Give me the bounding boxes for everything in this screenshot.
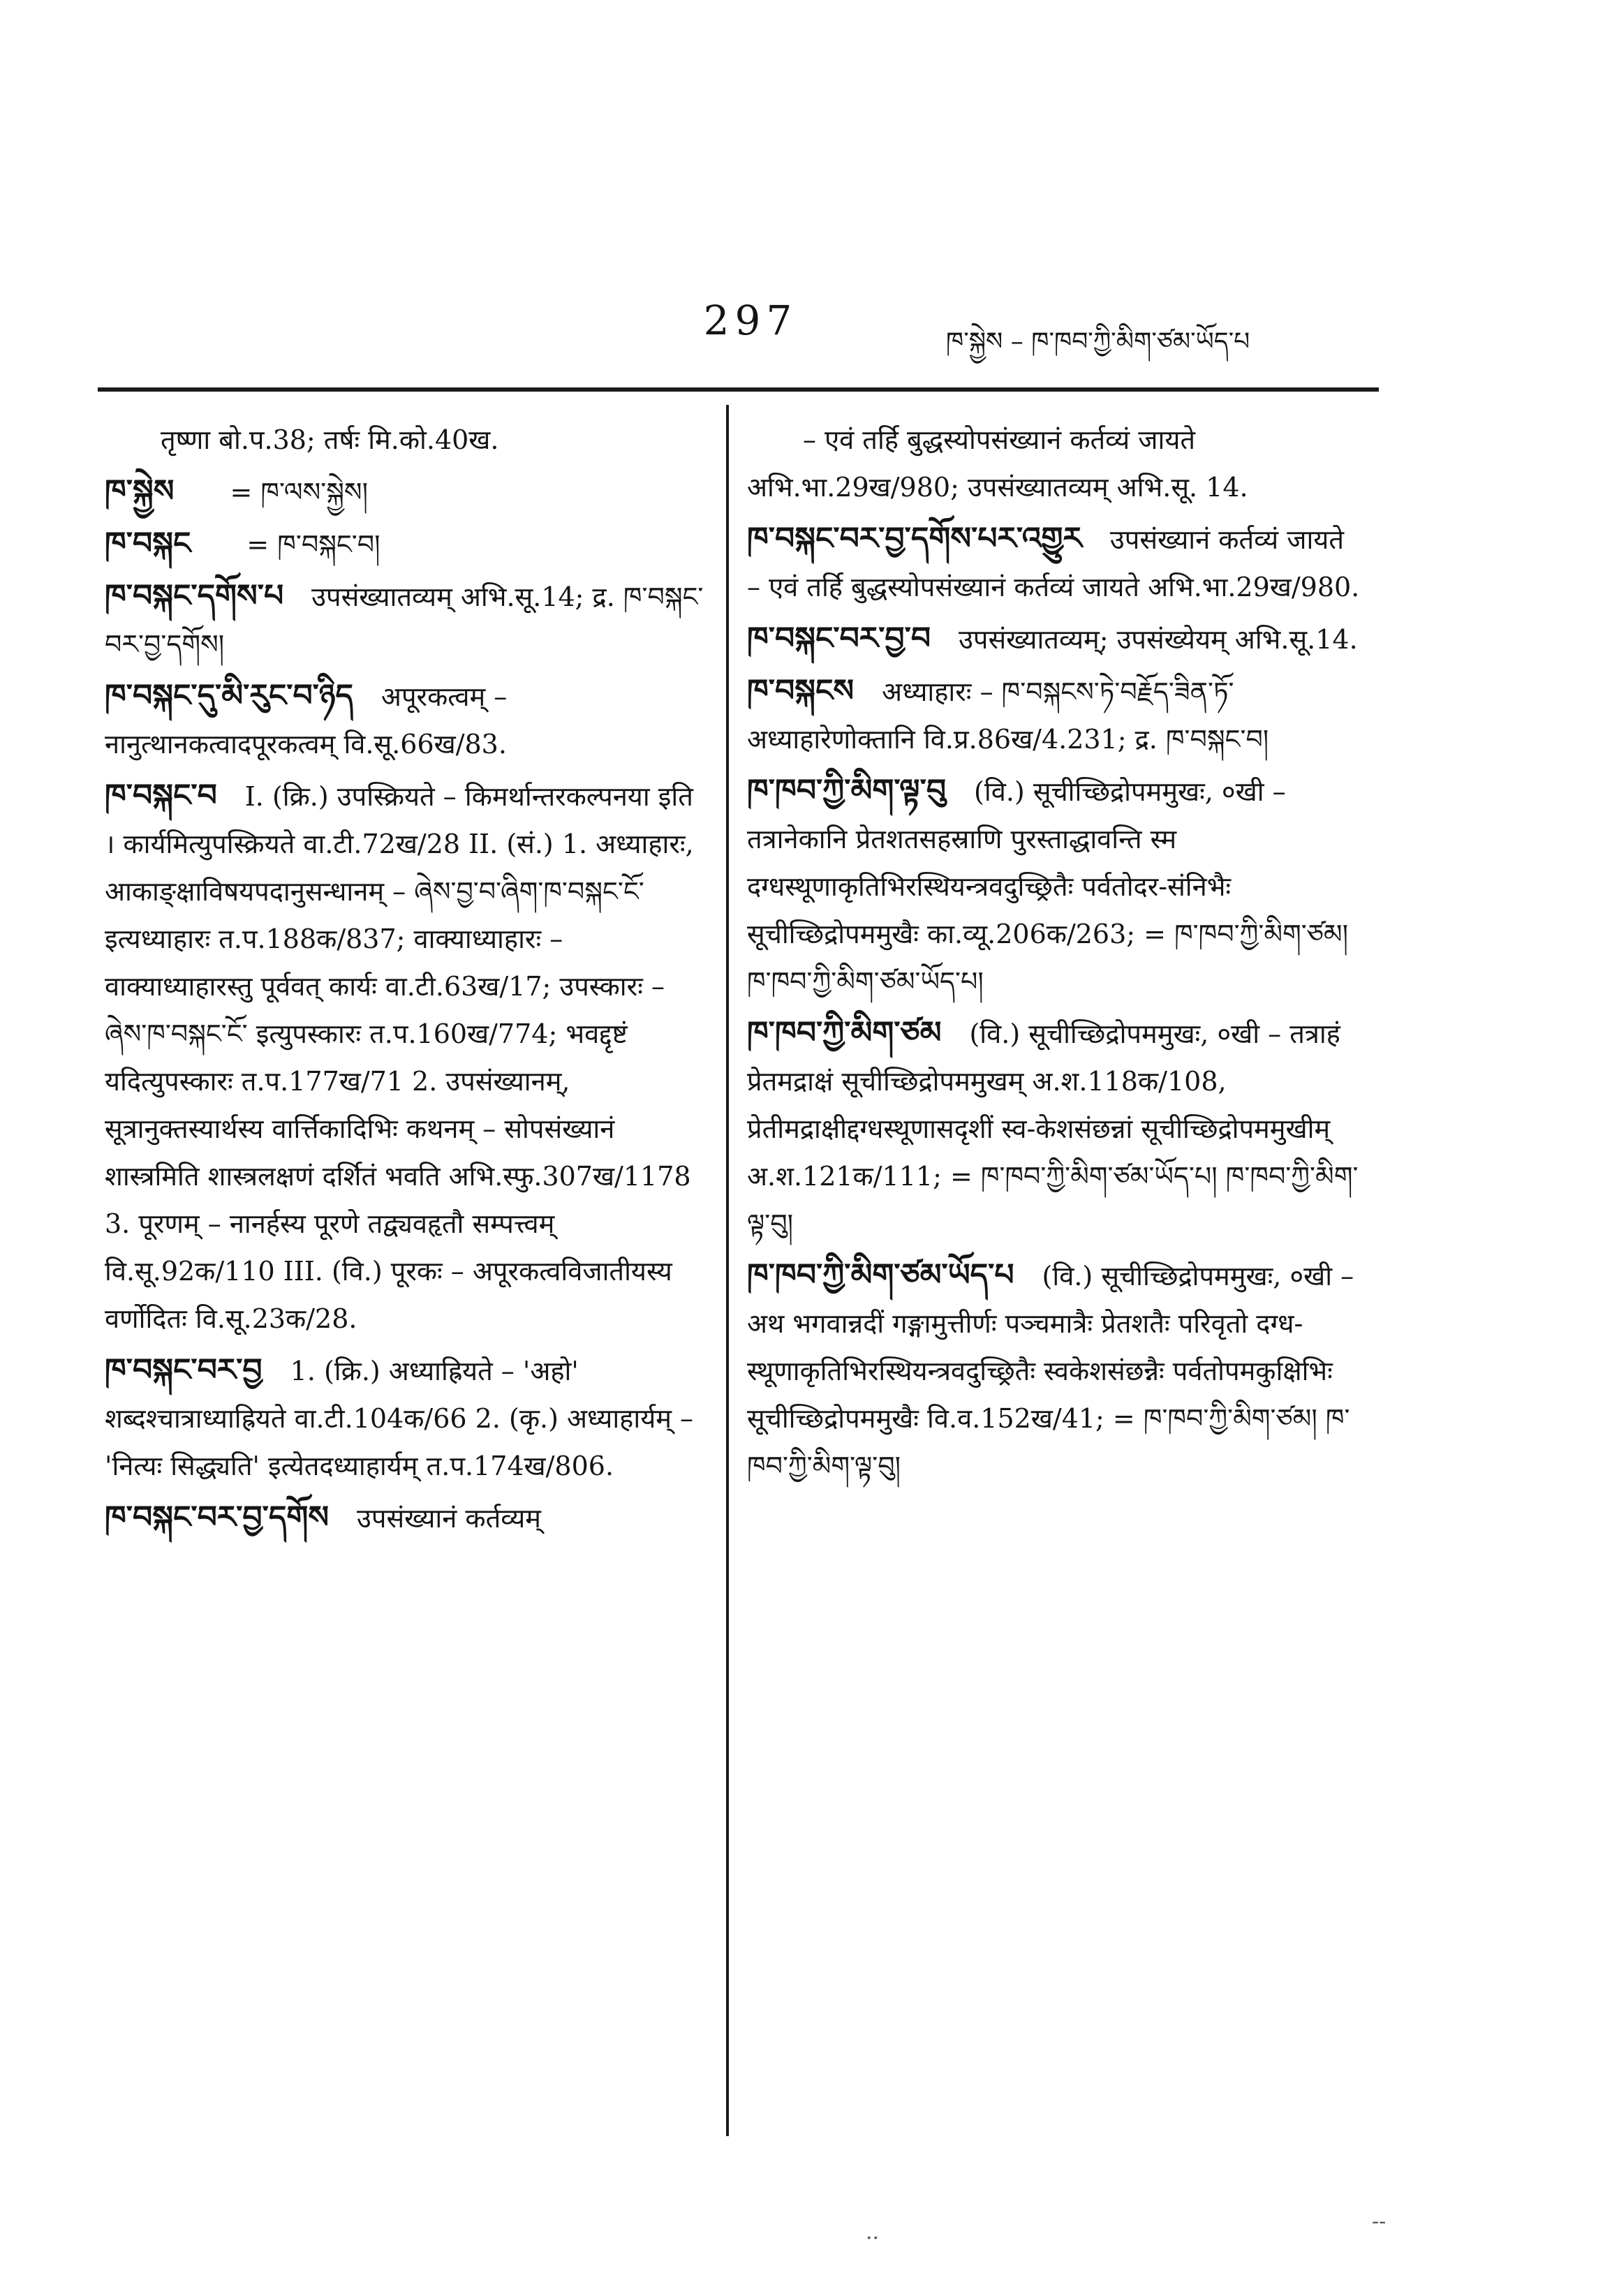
headword: ཁ་བསྐང་བར་བྱ་བ	[747, 621, 931, 656]
dictionary-entry	[105, 468, 705, 516]
headword: ཁ་ཁབ་ཀྱི་མིག་ལྟ་བུ	[747, 773, 947, 808]
entry-text: (वि.) सूचीच्छिद्रोपममुखः, ०खी – अथ भगवान्नदीं गङ्गामुत्तीर्णः पञ्चमात्रैः प्रेतशतैः परिवृतो दग्ध-स्थूणाकृतिभिरस्थियन्त्रवदुच्छ्रितैः स्वकेशसंछन्नैः पर्वतोपमकुक्षिभिः सूचीच्छिद्रोपममुखैः वि.व.152ख/41; = ཁ་ཁབ་ཀྱི་མིག་ཙམ། ཁ་ཁབ་ཀྱི་མིག་ལྟ་བུ།	[747, 1261, 1354, 1481]
entry-text: 1. (क्रि.) अध्याह्रियते – 'अहो' शब्दश्चात्राध्याह्रियते वा.टी.104क/66 2. (कृ.) अध्याहार्यम् – 'नित्यः सिद्ध्यति' इत्येतदध्याहार्यम् त.प.174ख/806.	[105, 1356, 694, 1481]
headword: ཁ་བསྐང་བར་བྱ	[105, 1352, 263, 1388]
headword: ཁ་བསྐང་དུ་མི་རུང་བ་ཉིད	[105, 678, 353, 713]
dictionary-entry	[747, 667, 1361, 763]
dictionary-entry	[105, 1347, 705, 1490]
headword: ཁ་བསྐང	[105, 526, 191, 561]
entry-text: उपसंख्यातव्यम्; उपसंख्येयम् अभि.सू.14.	[959, 624, 1358, 655]
headword: ཁ་བསྐང་བར་བྱ་དགོས་པར་འགྱུར	[747, 521, 1082, 556]
left-column	[105, 415, 705, 1546]
dictionary-entry	[747, 415, 1361, 511]
entry-text: अपूरकत्वम् – नानुत्थानकत्वादपूरकत्वम् वि.सू.66ख/83.	[105, 681, 508, 760]
dictionary-entry	[747, 1009, 1361, 1247]
stray-mark: ..	[866, 2220, 880, 2244]
entry-text: I. (क्रि.) उपस्क्रियते – किमर्थान्तरकल्पनया इति । कार्यमित्युपस्क्रियते वा.टी.72ख/28 II. (सं.) 1. अध्याहारः, आकाङ्क्षाविषयपदानुसन्धानम् – ཞེས་བྱ་བ་ཞིག་ཁ་བསྐང་ངོ་ इत्यध्याहारः त.प.188क/837; वाक्याध्याहारः – वाक्याध्याहारस्तु पूर्ववत् कार्यः वा.टी.63ख/17; उपस्कारः – ཞེས་ཁ་བསྐང་ངོ་ इत्युपस्कारः त.प.160ख/774; भवद्दृष्टं यदित्युपस्कारः त.प.177ख/71 2. उपसंख्यानम्, सूत्रानुक्तस्यार्थस्य वार्त्तिकादिभिः कथनम् – सोपसंख्यानं शास्त्रमिति शास्त्रलक्षणं दर्शितं भवति अभि.स्फु.307ख/1178 3. पूरणम् – नानर्हस्य पूरणे तद्व्यवहृतौ सम्पत्त्वम् वि.सू.92क/110 III. (वि.) पूरकः – अपूरकत्वविजातीयस्य वर्णोदितः वि.सू.23क/28.	[105, 781, 694, 1334]
dictionary-entry	[747, 615, 1361, 663]
dictionary-entry	[747, 515, 1361, 611]
entry-text: (वि.) सूचीच्छिद्रोपममुखः, ०खी – तत्रानेकानि प्रेतशतसहस्राणि पुरस्ताद्धावन्ति स्म दग्धस्थूणाकृतिभिरस्थियन्त्रवदुच्छ्रितैः पर्वतोदर-संनिभैः सूचीच्छिद्रोपममुखैः का.व्यू.206क/263; = ཁ་ཁབ་ཀྱི་མིག་ཙམ། ཁ་ཁབ་ཀྱི་མིག་ཙམ་ཡོད་པ།	[747, 776, 1349, 997]
running-head: ཁ་སྐྱེས – ཁ་ཁབ་ཀྱི་མིག་ཙམ་ཡོད་པ	[946, 327, 1250, 356]
headword: ཁ་ཁབ་ཀྱི་མིག་ཙམ	[747, 1015, 942, 1051]
headword: ཁ་བསྐང་བ	[105, 778, 217, 813]
headword: ཁ་བསྐངས	[747, 673, 855, 709]
entry-text: = ཁ་ལས་སྐྱེས།	[230, 477, 369, 508]
headword: ཁ་བསྐང་བར་བྱ་དགོས	[105, 1499, 330, 1535]
entry-text: तृष्णा बो.प.38; तर्षः मि.को.40ख.	[161, 424, 499, 455]
entry-text: – एवं तर्हि बुद्धस्योपसंख्यानं कर्तव्यं जायते अभि.भा.29ख/980; उपसंख्यातव्यम् अभि.सू. 14.	[747, 424, 1248, 503]
header-rule	[98, 387, 1379, 392]
dictionary-entry	[105, 672, 705, 768]
dictionary-entry	[105, 415, 705, 464]
dictionary-entry	[747, 1252, 1361, 1490]
headword: ཁ་ཁབ་ཀྱི་མིག་ཙམ་ཡོད་པ	[747, 1257, 1014, 1293]
dictionary-entry	[105, 1494, 705, 1542]
entry-text: अध्याहारः – ཁ་བསྐངས་ཏེ་བརྗོད་ཟིན་ཏོ་ अध्याहारेणोक्तानि वि.प्र.86ख/4.231; द्र. ཁ་བསྐང་བ།	[747, 676, 1269, 755]
column-divider	[726, 405, 729, 2136]
headword: ཁ་སྐྱེས	[105, 473, 175, 509]
dictionary-entry	[105, 520, 705, 568]
right-column	[747, 415, 1361, 1494]
headword: ཁ་བསྐང་དགོས་པ	[105, 578, 284, 614]
entry-text: = ཁ་བསྐང་བ།	[246, 529, 380, 560]
page-number: 297	[703, 297, 798, 344]
entry-text: (वि.) सूचीच्छिद्रोपममुखः, ०खी – तत्राहं प्रेतमद्राक्षं सूचीच्छिद्रोपममुखम् अ.श.118क/108, प्रेतीमद्राक्षीद्दग्धस्थूणासदृशीं स्व-केशसंछन्नां सूचीच्छिद्रोपममुखीम् अ.श.121क/111; = ཁ་ཁབ་ཀྱི་མིག་ཙམ་ཡོད་པ། ཁ་ཁབ་ཀྱི་མིག་ལྟ་བུ།	[747, 1019, 1359, 1239]
entry-text: उपसंख्यानं कर्तव्यं जायते – एवं तर्हि बुद्धस्योपसंख्यानं कर्तव्यं जायते अभि.भा.29ख/980.	[747, 524, 1360, 602]
entry-text: उपसंख्यातव्यम् अभि.सू.14; द्र. ཁ་བསྐང་བར་བྱ་དགོས།	[105, 582, 704, 660]
stray-mark: --	[1372, 2209, 1387, 2234]
dictionary-entry	[747, 767, 1361, 1005]
entry-text: उपसंख्यानं कर्तव्यम्	[357, 1503, 542, 1534]
dictionary-entry	[105, 572, 705, 668]
dictionary-entry	[105, 772, 705, 1342]
